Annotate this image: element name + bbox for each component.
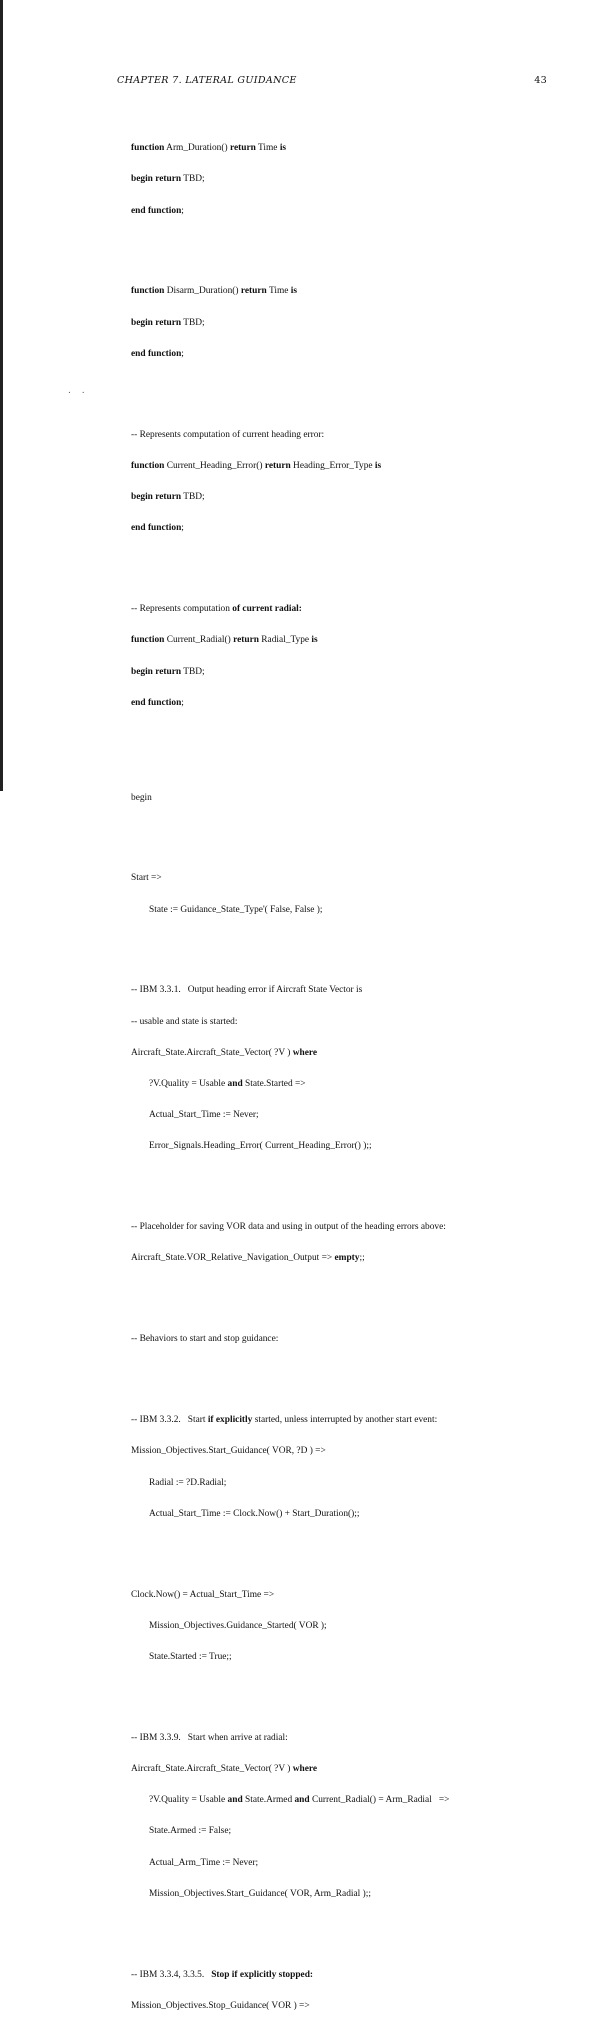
page-edge-rule <box>0 0 3 791</box>
code-line: begin return TBD; <box>131 666 205 677</box>
code-line: Aircraft_State.VOR_Relative_Navigation_Output => empty;; <box>131 1253 365 1264</box>
code-line: Actual_Start_Time := Never; <box>149 1110 259 1121</box>
code-listing <box>131 112 561 2032</box>
code-line: Mission_Objectives.Guidance_Started( VOR ); <box>149 1620 327 1631</box>
code-comment: -- IBM 3.3.9. Start when arrive at radial: <box>131 1732 288 1743</box>
code-comment: -- IBM 3.3.2. Start if explicitly started, unless interrupted by another start event: <box>131 1415 438 1426</box>
code-comment: -- Represents computation of current radial: <box>131 604 302 615</box>
code-line: Actual_Start_Time := Clock.Now() + Start_Duration();; <box>149 1508 360 1519</box>
code-line: Error_Signals.Heading_Error( Current_Heading_Error() );; <box>149 1141 372 1152</box>
code-line: Mission_Objectives.Start_Guidance( VOR, Arm_Radial );; <box>149 1888 371 1899</box>
code-line: end function; <box>131 348 184 359</box>
code-line: Start => <box>131 873 162 884</box>
code-comment: -- Behaviors to start and stop guidance: <box>131 1334 279 1345</box>
code-line: end function; <box>131 697 184 708</box>
code-line: function Disarm_Duration() return Time is <box>131 286 298 297</box>
code-line: Mission_Objectives.Stop_Guidance( VOR ) => <box>131 2000 310 2011</box>
code-comment: -- usable and state is started: <box>131 1016 238 1027</box>
page-number: 43 <box>534 75 547 86</box>
code-line: function Current_Radial() return Radial_Type is <box>131 635 318 646</box>
code-line: Actual_Arm_Time := Never; <box>149 1857 259 1868</box>
code-line: end function; <box>131 523 184 534</box>
stray-marks: . . <box>68 386 89 396</box>
code-comment: -- Placeholder for saving VOR data and using in output of the heading errors above: <box>131 1222 446 1233</box>
code-line: Clock.Now() = Actual_Start_Time => <box>131 1589 275 1600</box>
code-line: begin return TBD; <box>131 174 205 185</box>
code-line: begin return TBD; <box>131 492 205 503</box>
code-comment: -- Represents computation of current heading error: <box>131 429 325 440</box>
code-line: Aircraft_State.Aircraft_State_Vector( ?V ) where <box>131 1047 318 1058</box>
code-comment: -- IBM 3.3.1. Output heading error if Aircraft State Vector is <box>131 985 363 996</box>
code-line: end function; <box>131 205 184 216</box>
running-header <box>117 75 547 86</box>
chapter-title: CHAPTER 7. LATERAL GUIDANCE <box>117 75 297 86</box>
code-line: ?V.Quality = Usable and State.Started => <box>149 1079 306 1090</box>
code-line: Mission_Objectives.Start_Guidance( VOR, ?D ) => <box>131 1446 326 1457</box>
code-comment: -- IBM 3.3.4, 3.3.5. Stop if explicitly stopped: <box>131 1969 314 1980</box>
code-line: State.Armed := False; <box>149 1826 232 1837</box>
code-line: function Arm_Duration() return Time is <box>131 143 287 154</box>
code-line: Radial := ?D.Radial; <box>149 1477 227 1488</box>
code-line: function Current_Heading_Error() return Heading_Error_Type is <box>131 460 382 471</box>
code-line: State.Started := True;; <box>149 1651 232 1662</box>
code-line: ?V.Quality = Usable and State.Armed and Current_Radial() = Arm_Radial => <box>149 1795 450 1806</box>
code-line: State := Guidance_State_Type'( False, False ); <box>149 904 323 915</box>
code-line: begin <box>131 792 152 803</box>
code-line: begin return TBD; <box>131 317 205 328</box>
code-line: Aircraft_State.Aircraft_State_Vector( ?V ) where <box>131 1764 318 1774</box>
